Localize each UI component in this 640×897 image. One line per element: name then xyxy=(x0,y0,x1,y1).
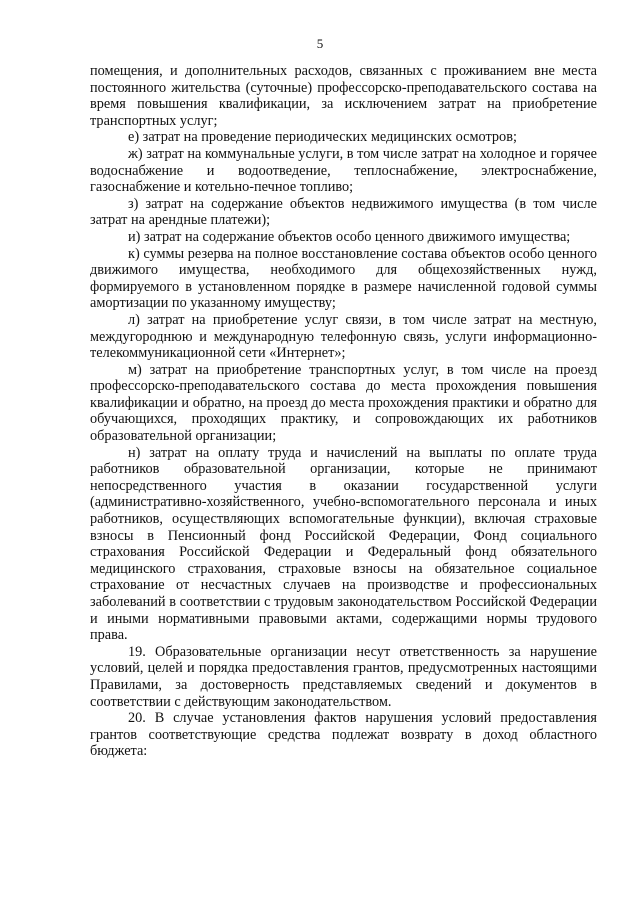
list-item-m: м) затрат на приобретение транспортных услуг, в том числе на проезд профессорско-преподавательского состава до места прохождения повышения квалификации и обратно, на проезд до места прохождения практики и обратно для обучающихся, проходящих практику, и сопровождающих их работников образовательной организации; xyxy=(90,361,597,445)
list-item-z: з) затрат на содержание объектов недвижимого имущества (в том числе затрат на арендные платежи); xyxy=(90,195,597,229)
clause-19: 19. Образовательные организации несут ответственность за нарушение условий, целей и порядка предоставления грантов, предусмотренных настоящими Правилами, за достоверность представляемых сведений и документов в соответствии с действующим законодательством. xyxy=(90,643,597,710)
list-item-k: к) суммы резерва на полное восстановление состава объектов особо ценного движимого имущества, необходимого для общехозяйственных нужд, формируемого в установленном порядке в размере начисленной годовой суммы амортизации по указанному имуществу; xyxy=(90,245,597,312)
document-body xyxy=(90,63,597,760)
clause-20: 20. В случае установления фактов нарушения условий предоставления грантов соответствующие средства подлежат возврату в доход областного бюджета: xyxy=(90,710,597,760)
list-item-l: л) затрат на приобретение услуг связи, в том числе затрат на местную, междугороднюю и международную телефонную связь, услуги информационно-телекоммуникационной сети «Интернет»; xyxy=(90,311,597,362)
list-item-e: е) затрат на проведение периодических медицинских осмотров; xyxy=(128,129,517,146)
list-item-i: и) затрат на содержание объектов особо ценного движимого имущества; xyxy=(128,228,571,245)
paragraph-continuation: помещения, и дополнительных расходов, связанных с проживанием вне места постоянного жительства (суточные) профессорско-преподавательского состава на время повышения квалификации, за исключением затрат на приобретение транспортных услуг; xyxy=(90,63,597,129)
list-item-n: н) затрат на оплату труда и начислений на выплаты по оплате труда работников образовательной организации, которые не принимают непосредственного участия в оказании государственной услуги (административно-хозяйственного, учебно-вспомогательного персонала и иных работников, осуществляющих вспомогательные функции), включая страховые взносы в Пенсионный фонд Российской Федерации, Фонд социального страхования Российской Федерации и Федеральный фонд обязательного медицинского страхования, страховые взносы на обязательное социальное страхование от несчастных случаев на производстве и профессиональных заболеваний в соответствии с трудовым законодательством Российской Федерации и иными нормативными правовыми актами, содержащими нормы трудового права. xyxy=(90,444,597,644)
page-number: 5 xyxy=(316,36,324,51)
list-item-zh: ж) затрат на коммунальные услуги, в том числе затрат на холодное и горячее водоснабжение и водоотведение, теплоснабжение, электроснабжение, газоснабжение и котельно-печное топливо; xyxy=(90,145,597,196)
